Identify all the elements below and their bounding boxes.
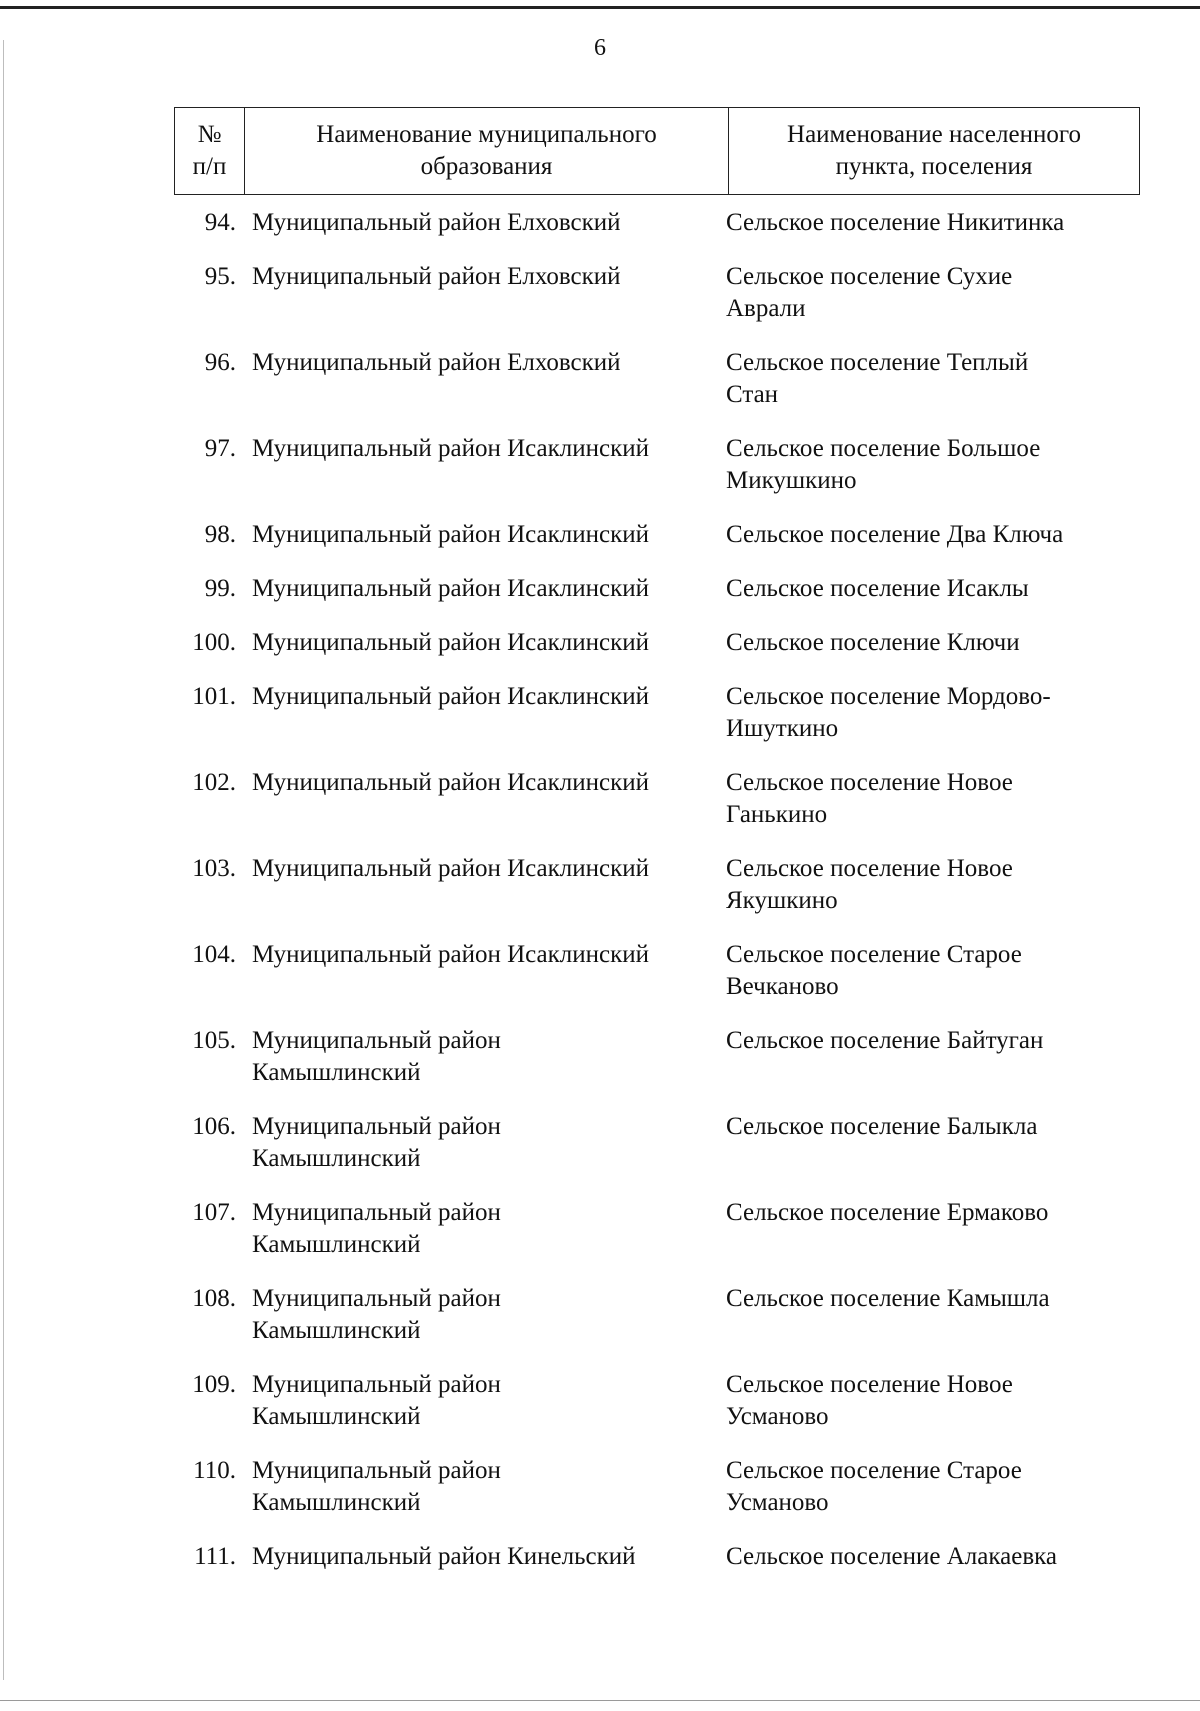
row-settlement: Сельское поселение Старое Вечканово [726,941,1022,1000]
row-municipality: Муниципальный район Исаклинский [252,769,650,796]
table-row [174,841,1140,927]
bottom-border-line [0,1700,1200,1701]
table-row [174,669,1140,755]
row-settlement: Сельское поселение Большое Микушкино [726,435,1041,494]
row-municipality: Муниципальный район Исаклинский [252,683,650,710]
table-row [174,1185,1140,1271]
row-municipality: Муниципальный район Камышлинский [252,1285,501,1344]
top-border-line [0,6,1200,9]
row-number: 97. [204,435,236,462]
row-municipality: Муниципальный район Исаклинский [252,575,650,602]
table-row [174,1443,1140,1529]
row-number: 106. [192,1113,236,1140]
row-municipality: Муниципальный район Исаклинский [252,629,650,656]
row-municipality: Муниципальный район Кинельский [252,1543,636,1570]
table-row [174,1013,1140,1099]
table-row [174,421,1140,507]
row-number: 96. [204,349,236,376]
row-number: 94. [204,209,236,236]
row-number: 95. [204,263,236,290]
table-row [174,615,1140,669]
row-municipality: Муниципальный район Исаклинский [252,941,650,968]
row-settlement: Сельское поселение Байтуган [726,1027,1044,1054]
row-municipality: Муниципальный район Исаклинский [252,521,650,548]
row-settlement: Сельское поселение Никитинка [726,209,1065,236]
row-municipality: Муниципальный район Исаклинский [252,435,650,462]
row-municipality: Муниципальный район Елховский [252,349,621,376]
row-number: 99. [204,575,236,602]
row-municipality: Муниципальный район Елховский [252,209,621,236]
row-settlement: Сельское поселение Новое Усманово [726,1371,1013,1430]
left-margin-line [3,40,4,1680]
row-settlement: Сельское поселение Сухие Аврали [726,263,1013,322]
row-number: 107. [192,1199,236,1226]
row-number: 98. [204,521,236,548]
table-row [174,755,1140,841]
row-municipality: Муниципальный район Камышлинский [252,1457,501,1516]
table-row [174,1357,1140,1443]
header-settlement: Наименование населенного пункта, поселения [787,121,1081,180]
row-municipality: Муниципальный район Камышлинский [252,1113,501,1172]
table-row [174,249,1140,335]
row-number: 102. [192,769,236,796]
row-settlement: Сельское поселение Теплый Стан [726,349,1029,408]
table-row [174,927,1140,1013]
table-header [174,107,1140,195]
row-settlement: Сельское поселение Исаклы [726,575,1029,602]
row-number: 110. [193,1457,236,1484]
row-number: 109. [192,1371,236,1398]
table-row [174,335,1140,421]
row-settlement: Сельское поселение Мордово-Ишуткино [726,683,1051,742]
row-number: 101. [192,683,236,710]
table-row [174,195,1140,249]
header-num: № п/п [175,108,245,194]
row-municipality: Муниципальный район Исаклинский [252,855,650,882]
row-number: 105. [192,1027,236,1054]
table-row [174,1271,1140,1357]
row-settlement: Сельское поселение Балыкла [726,1113,1038,1140]
table-body [174,195,1140,1583]
row-settlement: Сельское поселение Ключи [726,629,1020,656]
row-settlement: Сельское поселение Ермаково [726,1199,1049,1226]
row-settlement: Сельское поселение Два Ключа [726,521,1064,548]
row-number: 111. [194,1543,236,1570]
row-municipality: Муниципальный район Камышлинский [252,1199,501,1258]
row-settlement: Сельское поселение Алакаевка [726,1543,1058,1570]
table-row [174,1529,1140,1583]
header-municipality: Наименование муниципального образования [245,108,729,194]
row-number: 103. [192,855,236,882]
table-row [174,507,1140,561]
row-settlement: Сельское поселение Старое Усманово [726,1457,1022,1516]
table-row [174,561,1140,615]
row-settlement: Сельское поселение Камышла [726,1285,1050,1312]
row-municipality: Муниципальный район Елховский [252,263,621,290]
row-municipality: Муниципальный район Камышлинский [252,1027,501,1086]
row-settlement: Сельское поселение Новое Ганькино [726,769,1013,828]
row-number: 108. [192,1285,236,1312]
settlements-table [174,107,1140,1583]
row-municipality: Муниципальный район Камышлинский [252,1371,501,1430]
table-row [174,1099,1140,1185]
row-settlement: Сельское поселение Новое Якушкино [726,855,1013,914]
row-number: 104. [192,941,236,968]
page-number: 6 [594,35,606,61]
row-number: 100. [192,629,236,656]
